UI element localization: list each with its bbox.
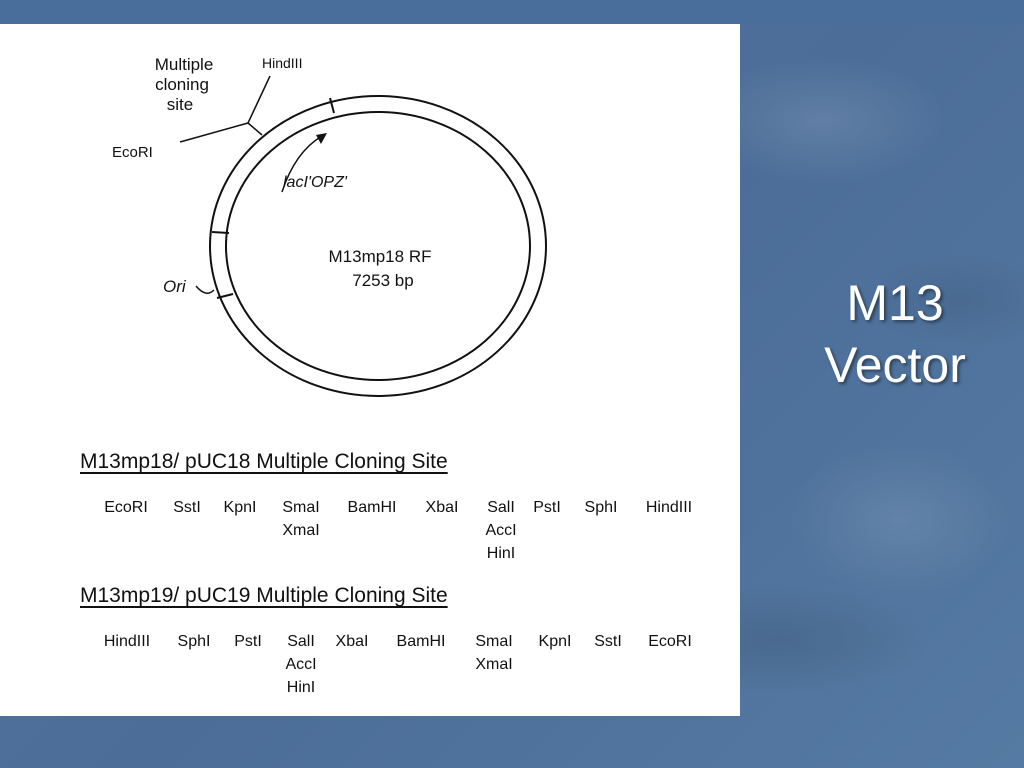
enzyme-name: XbaI [335,633,369,650]
enzyme-name: HindIII [103,633,151,650]
mcs18-enzyme-row [0,496,740,566]
mcs19-enzyme-row [0,630,740,700]
plasmid-name: M13mp18 RF [328,247,432,266]
enzyme-name: PstI [533,499,561,516]
mcs18-title: M13mp18/ pUC18 Multiple Cloning Site [80,450,448,473]
site-ecori-label: EcoRI [112,144,153,161]
enzyme-name: PstI [234,633,262,650]
enzyme-name: KpnI [223,499,257,516]
enzyme-site [332,496,412,519]
enzyme-name: SstI [173,499,201,516]
enzyme-name: KpnI [538,633,572,650]
enzyme-name: SmaI [475,633,513,650]
mcs-label-line3: site [166,95,194,114]
slide-title-line2: Vector [824,337,966,393]
ori-leader-line [196,286,214,293]
enzyme-name: SstI [594,633,622,650]
enzyme-isoschizomer: XmaI [282,522,320,539]
enzyme-name: SmaI [282,499,320,516]
plasmid-inner-ring [226,112,530,380]
mcs-leader-line [248,123,262,135]
enzyme-isoschizomer: AccI [485,522,517,539]
hindiii-leader-line [248,76,270,123]
enzyme-isoschizomer: HinI [486,545,516,562]
plasmid-outer-ring [210,96,546,396]
enzyme-name: BamHI [347,499,397,516]
enzyme-site [261,496,341,542]
plasmid-size: 7253 bp [352,271,414,290]
ori-label: Ori [163,277,186,296]
enzyme-isoschizomer: HinI [286,679,316,696]
site-hindiii-label: HindIII [262,55,303,71]
enzyme-name: EcoRI [104,499,148,516]
enzyme-name: XbaI [425,499,459,516]
enzyme-name: BamHI [396,633,446,650]
enzyme-name: SalI [487,499,515,516]
enzyme-name: SalI [287,633,315,650]
enzyme-isoschizomer: AccI [285,656,317,673]
enzyme-site [630,630,710,653]
ecori-leader-line [180,123,248,142]
mcs-label-line1: Multiple [154,55,214,74]
mcs19-title: M13mp19/ pUC19 Multiple Cloning Site [80,584,448,607]
mcs-tick [330,98,334,113]
slide-title [790,272,1000,396]
enzyme-name: SphI [584,499,618,516]
enzyme-name: EcoRI [648,633,692,650]
enzyme-site [629,496,709,519]
enzyme-site [312,630,392,653]
mcs-label-line2: cloning [155,75,209,94]
enzyme-site [381,630,461,653]
slide-title-line1: M13 [846,275,944,331]
enzyme-name: HindIII [645,499,693,516]
gene-label: lacI'OPZ' [283,174,347,191]
enzyme-name: SphI [177,633,211,650]
plasmid-map [0,24,740,424]
ori-tick-1 [212,232,229,233]
enzyme-isoschizomer: XmaI [475,656,513,673]
top-strip [0,0,1024,24]
